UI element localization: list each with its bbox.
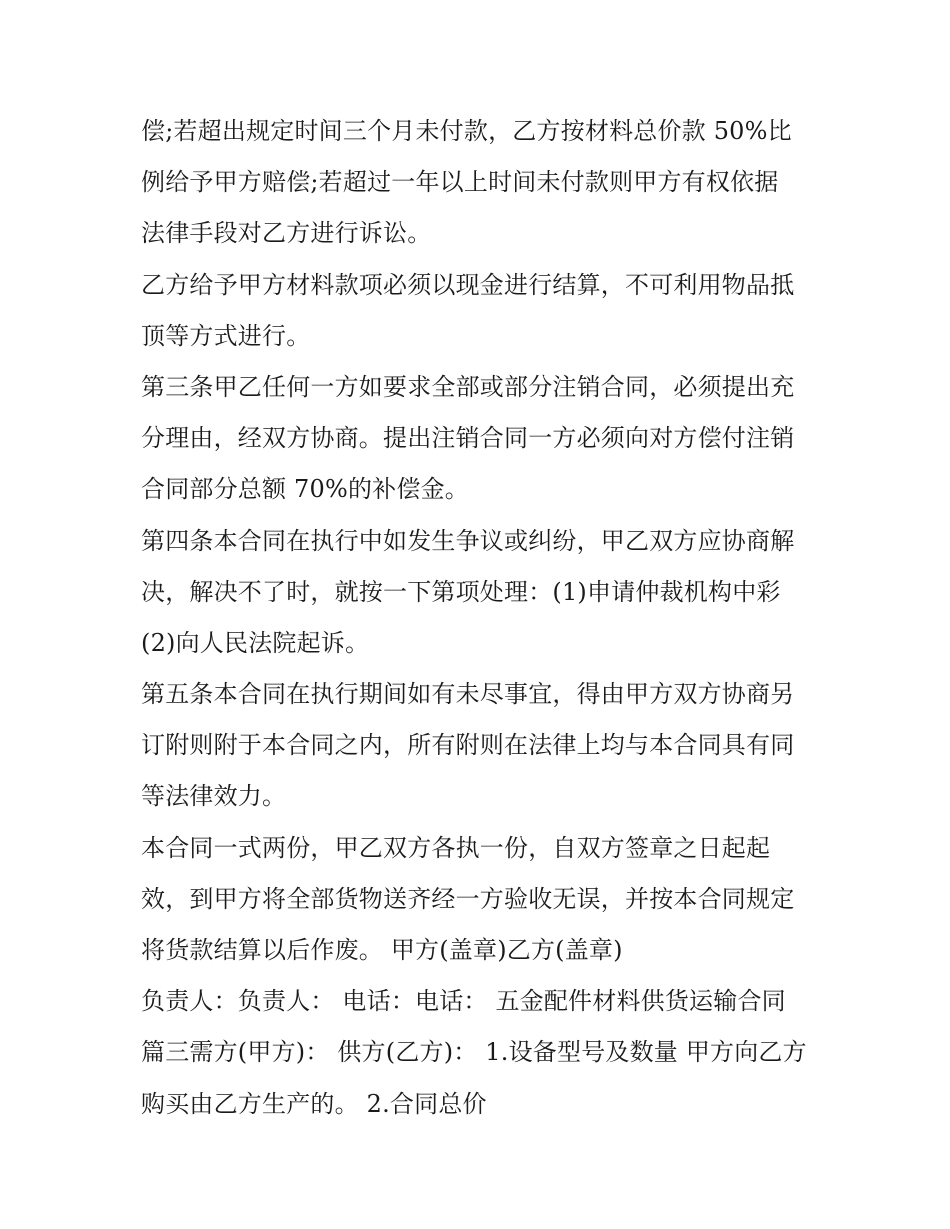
text-line: 篇三需方(甲方)： 供方(乙方)： 1.设备型号及数量 甲方向乙方	[141, 1038, 807, 1067]
text-line: 第三条甲乙任何一方如要求全部或部分注销合同，必须提出充	[141, 372, 795, 401]
text-line: (2)向人民法院起诉。	[141, 628, 370, 657]
text-line: 例给予甲方赔偿;若超过一年以上时间未付款则甲方有权依据	[141, 168, 779, 197]
text-line: 偿;若超出规定时间三个月未付款，乙方按材料总价款 50%比	[141, 117, 792, 145]
document-body	[141, 106, 821, 1130]
text-line: 将货款结算以后作废。 甲方(盖章)乙方(盖章)	[141, 936, 623, 964]
text-line: 合同部分总额 70%的补偿金。	[141, 475, 469, 504]
text-line: 第四条本合同在执行中如发生争议或纠纷，甲乙双方应协商解	[141, 526, 795, 555]
text-line: 分理由，经双方协商。提出注销合同一方必须向对方偿付注销	[141, 424, 795, 453]
text-line: 乙方给予甲方材料款项必须以现金进行结算，不可利用物品抵	[141, 270, 795, 299]
text-line: 等法律效力。	[141, 782, 287, 811]
text-line: 第五条本合同在执行期间如有未尽事宜，得由甲方双方协商另	[141, 680, 795, 709]
text-line: 法律手段对乙方进行诉讼。	[141, 219, 432, 248]
text-line: 顶等方式进行。	[141, 321, 311, 350]
text-line: 本合同一式两份，甲乙双方各执一份，自双方签章之日起起	[141, 833, 771, 862]
text-line: 购买由乙方生产的。 2.合同总价	[141, 1089, 487, 1118]
text-line: 负责人：负责人： 电话：电话： 五金配件材料供货运输合同	[141, 987, 786, 1016]
text-line: 决，解决不了时，就按一下第项处理：(1)申请仲裁机构中彩	[141, 577, 781, 606]
text-line: 效，到甲方将全部货物送齐经一方验收无误，并按本合同规定	[141, 884, 795, 913]
text-line: 订附则附于本合同之内，所有附则在法律上均与本合同具有同	[141, 731, 795, 760]
